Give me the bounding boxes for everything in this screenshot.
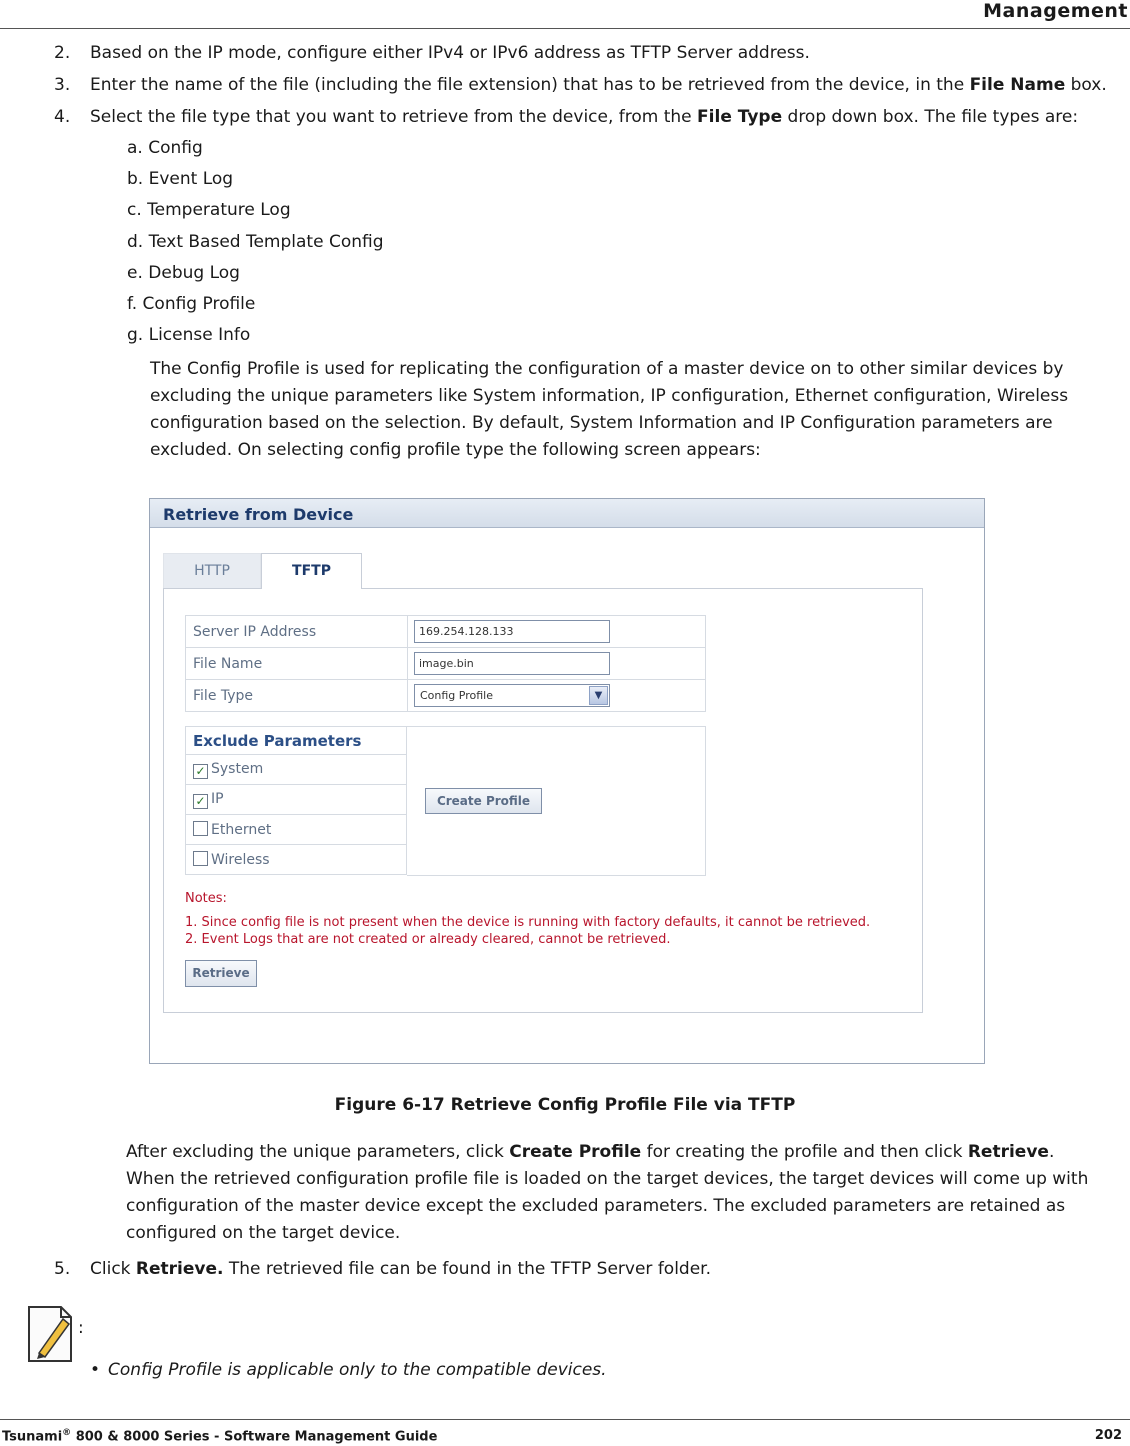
retrieve-from-device-figure: [149, 498, 985, 1064]
server-ip-input[interactable]: 169.254.128.133: [414, 620, 610, 643]
paragraph-line: [126, 1139, 1088, 1166]
step-text: drop down box. The file types are:: [782, 107, 1079, 127]
after-exclusion-paragraph: [126, 1139, 1088, 1247]
figure-title-bar: [150, 499, 984, 528]
paragraph-bold: Create Profile: [509, 1142, 642, 1162]
step-2: [54, 40, 810, 67]
config-profile-paragraph: [150, 356, 1068, 464]
paragraph-line: excluding the unique parameters like System information, IP configuration, Ethernet configuration, Wireless: [150, 386, 1069, 406]
paragraph-line: excluded. On selecting config profile type the following screen appears:: [150, 440, 761, 460]
tftp-panel: [163, 588, 923, 1013]
note-colon: :: [78, 1318, 84, 1338]
note-item: 1. Since config file is not present when the device is running with factory defaults, it cannot be retrieved.: [185, 915, 871, 930]
note-item: 2. Event Logs that are not created or already cleared, cannot be retrieved.: [185, 932, 671, 947]
paragraph-text: After excluding the unique parameters, click: [126, 1142, 510, 1162]
step-number: 4.: [54, 107, 71, 127]
system-checkbox[interactable]: ✓: [193, 764, 208, 779]
wireless-checkbox[interactable]: [193, 851, 208, 866]
header-rule: [0, 28, 1130, 29]
figure-panel-title: Retrieve from Device: [163, 505, 354, 524]
tab-http[interactable]: HTTP: [163, 553, 261, 589]
footer-rule: [0, 1419, 1130, 1420]
exclude-system-cell: [186, 755, 407, 785]
file-type-item: c. Temperature Log: [127, 200, 291, 220]
file-name-cell: [408, 648, 706, 680]
step-number: 5.: [54, 1259, 71, 1279]
paragraph-line: The Config Profile is used for replicating the configuration of a master device on to other similar devices by: [150, 359, 1064, 379]
step-number: 3.: [54, 75, 71, 95]
paragraph-line: configuration based on the selection. By default, System Information and IP Configuration parameters are: [150, 413, 1053, 433]
ip-checkbox-label: IP: [211, 790, 224, 807]
step-text: Enter the name of the file (including the file extension) that has to be retrieved from the device, in the: [90, 75, 970, 95]
step-text: Click: [90, 1259, 136, 1279]
paragraph-line: When the retrieved configuration profile file is loaded on the target devices, the target devices will come up with: [126, 1169, 1089, 1189]
step-text: The retrieved file can be found in the TFTP Server folder.: [223, 1259, 712, 1279]
table-row: [186, 727, 407, 755]
step-bold: Retrieve.: [135, 1259, 224, 1279]
step-bold: File Name: [969, 75, 1066, 95]
step-bold: File Type: [697, 107, 783, 127]
step-text: Based on the IP mode, configure either IPv4 or IPv6 address as TFTP Server address.: [90, 43, 810, 63]
file-type-item: b. Event Log: [127, 169, 234, 189]
tab-tftp[interactable]: TFTP: [261, 553, 362, 589]
footer-title-rest: 800 & 8000 Series - Software Management Guide: [71, 1429, 438, 1445]
system-checkbox-label: System: [211, 760, 264, 777]
table-row: [186, 755, 407, 785]
note-text: Config Profile is applicable only to the compatible devices.: [108, 1360, 607, 1380]
footer-brand: Tsunami: [2, 1429, 63, 1445]
table-row: [186, 785, 407, 815]
page-header-title: Management: [983, 0, 1128, 22]
file-type-item: e. Debug Log: [127, 263, 240, 283]
retrieve-button[interactable]: Retrieve: [185, 960, 257, 987]
paragraph-text: .: [1048, 1142, 1055, 1162]
create-profile-area: [407, 726, 706, 876]
ethernet-checkbox[interactable]: [193, 821, 208, 836]
table-row: [186, 648, 706, 680]
footer-registered-mark: ®: [62, 1428, 72, 1438]
file-type-selected-value: Config Profile: [420, 689, 493, 702]
ethernet-checkbox-label: Ethernet: [211, 822, 272, 838]
note-bullet-item: [90, 1360, 607, 1380]
step-4: [54, 104, 1078, 131]
figure-caption: Figure 6-17 Retrieve Config Profile File via TFTP: [334, 1095, 796, 1115]
exclude-parameters-table: [185, 726, 407, 875]
ip-checkbox[interactable]: ✓: [193, 794, 208, 809]
file-type-select[interactable]: [414, 684, 610, 707]
wireless-checkbox-label: Wireless: [211, 852, 270, 868]
bullet-glyph: •: [90, 1360, 101, 1380]
step-number: 2.: [54, 43, 71, 63]
file-name-label: File Name: [186, 648, 408, 680]
paragraph-line: configuration of the master device except the excluded parameters. The excluded parameters are retained as: [126, 1196, 1066, 1216]
server-ip-cell: [408, 616, 706, 648]
step-text: Select the file type that you want to retrieve from the device, from the: [90, 107, 698, 127]
paragraph-bold: Retrieve: [967, 1142, 1049, 1162]
file-type-item: g. License Info: [127, 325, 251, 345]
file-name-input[interactable]: image.bin: [414, 652, 610, 675]
footer-guide-title: [2, 1428, 437, 1444]
tftp-form-table: [185, 615, 706, 712]
file-type-label: File Type: [186, 680, 408, 712]
step-5: [54, 1256, 711, 1283]
file-type-cell: [408, 680, 706, 712]
table-row: [186, 616, 706, 648]
step-text: box.: [1065, 75, 1107, 95]
exclude-ip-cell: [186, 785, 407, 815]
page-number: 202: [1094, 1428, 1122, 1443]
exclude-parameters-heading: Exclude Parameters: [186, 727, 407, 755]
chevron-down-icon[interactable]: ▼: [589, 686, 608, 705]
table-row: [186, 815, 407, 845]
file-type-item: d. Text Based Template Config: [127, 232, 384, 252]
file-type-item: a. Config: [127, 138, 203, 158]
create-profile-button[interactable]: Create Profile: [425, 788, 542, 814]
exclude-wireless-cell: [186, 845, 407, 875]
paragraph-text: for creating the profile and then click: [641, 1142, 968, 1162]
note-pencil-icon: [27, 1305, 73, 1363]
notes-heading: Notes:: [185, 891, 227, 906]
step-3: [54, 72, 1107, 99]
server-ip-label: Server IP Address: [186, 616, 408, 648]
table-row: [186, 680, 706, 712]
notes-block: [185, 890, 870, 948]
table-row: [186, 845, 407, 875]
exclude-ethernet-cell: [186, 815, 407, 845]
file-type-item: f. Config Profile: [127, 294, 256, 314]
paragraph-line: configured on the target device.: [126, 1223, 401, 1243]
